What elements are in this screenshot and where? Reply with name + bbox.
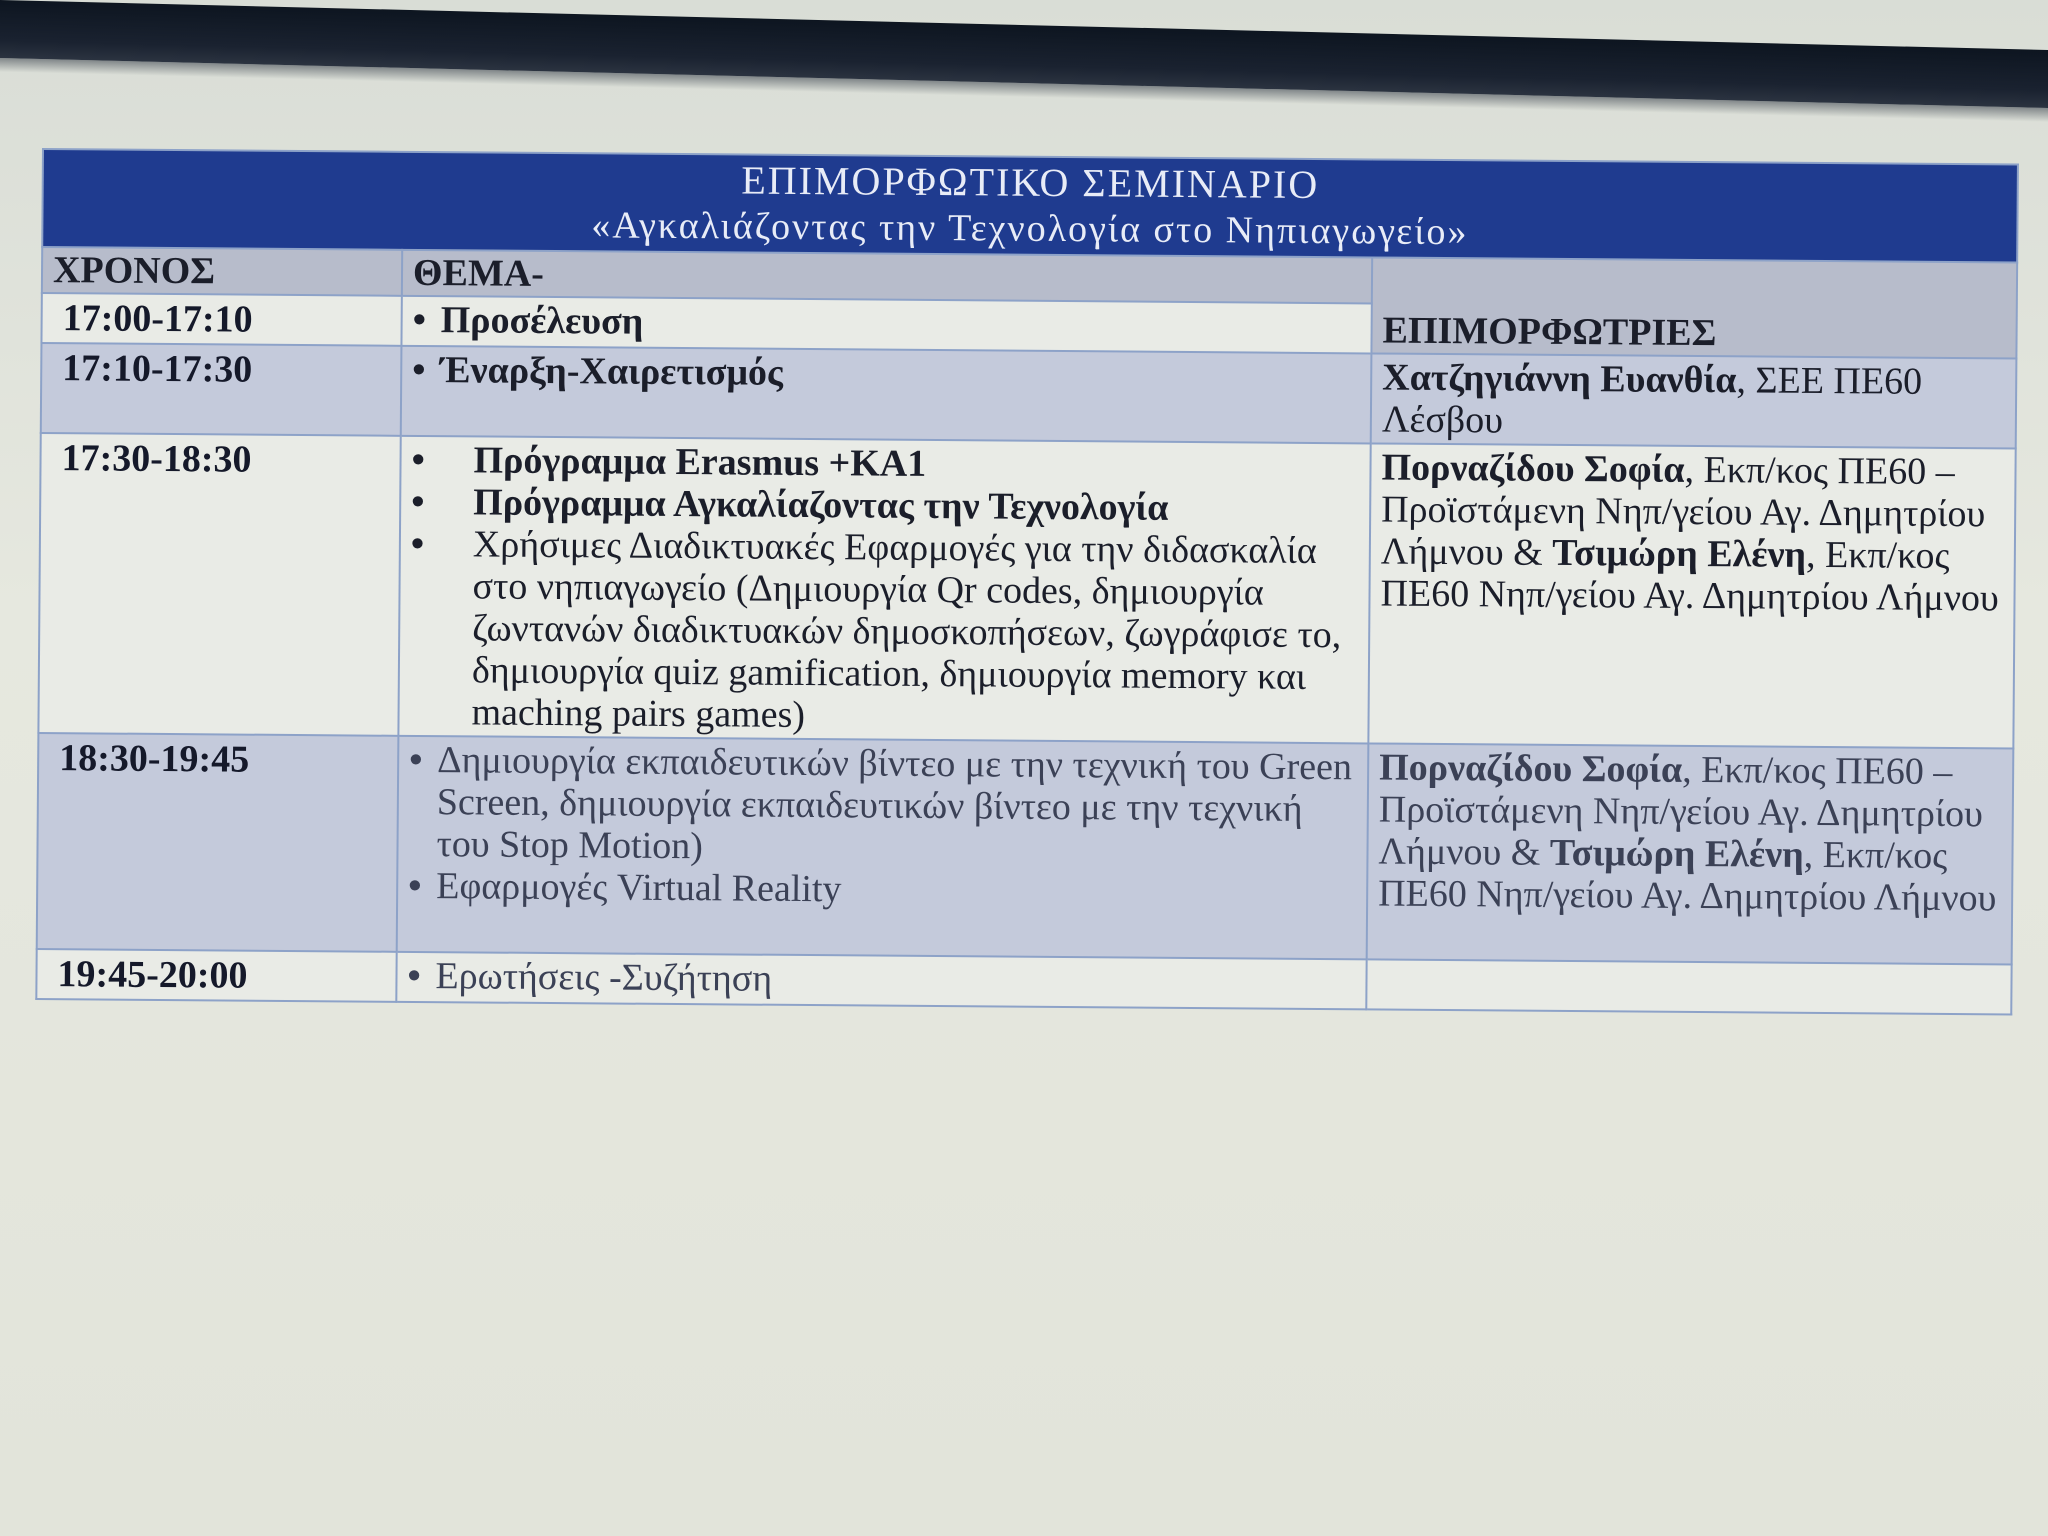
topic-item: • Έναρξη-Χαιρετισμός — [412, 349, 1360, 398]
topic-cell — [401, 296, 1371, 354]
table-row — [41, 343, 2017, 449]
trainer-name: Τσιμώρη Ελένη — [1549, 831, 1804, 876]
trainers-cell — [1367, 743, 2014, 964]
header-time: ΧΡΟΝΟΣ — [42, 247, 402, 296]
seminar-subtitle: «Αγκαλιάζοντας την Τεχνολογία στο Νηπιαγωγείο» — [591, 204, 1469, 254]
title-cell — [42, 149, 2018, 263]
trainer-role: , Εκπ/κος ΠΕ60 Νηπ/γείου Αγ. Δημητρίου Λήμνου — [1378, 833, 1997, 920]
trainer-name: Τσιμώρη Ελένη — [1552, 531, 1807, 576]
empty-cell — [1366, 959, 2011, 1014]
topic-cell — [396, 952, 1366, 1010]
topic-cell — [397, 736, 1369, 960]
trainer-name: Πορναζίδου Σοφία — [1379, 746, 1683, 791]
trainer-name: Χατζηγιάννη Ευανθία — [1382, 356, 1737, 402]
time-cell: 17:10-17:30 — [41, 343, 402, 436]
topic-item: • Εφαρμογές Virtual Reality — [408, 865, 1356, 914]
cell-spacer — [408, 907, 1356, 956]
table-row — [38, 433, 2015, 749]
schedule-table — [35, 148, 2019, 1016]
header-topic: ΘΕΜΑ- — [402, 250, 1372, 304]
topic-item: • Ερωτήσεις -Συζήτηση — [407, 955, 1355, 1004]
trainer-name: Πορναζίδου Σοφία — [1381, 446, 1685, 491]
time-cell: 17:00-17:10 — [41, 293, 401, 346]
monitor-bezel — [0, 0, 2048, 108]
topic-cell — [401, 346, 1372, 444]
topic-item: • Πρόγραμμα Αγκαλίαζοντας την Τεχνολογία — [411, 481, 1359, 530]
trainer-role: , Εκπ/κος ΠΕ60 – Προϊστάμενη Νηπ/γείου Αγ. Δημητρίου Λήμνου & — [1380, 448, 1986, 574]
title-row — [42, 149, 2018, 263]
time-cell: 17:30-18:30 — [38, 433, 400, 736]
trainer-role: , Εκπ/κος ΠΕ60 Νηπ/γείου Αγ. Δημητρίου Λήμνου — [1380, 533, 2000, 620]
time-cell: 18:30-19:45 — [37, 733, 399, 952]
time-cell: 19:45-20:00 — [36, 949, 396, 1002]
seminar-title: ΕΠΙΜΟΡΦΩΤΙΚΟ ΣΕΜΙΝΑΡΙΟ — [741, 157, 1320, 208]
topic-item: • Χρήσιμες Διαδικτυακές Εφαρμογές για την διδασκαλία στο νηπιαγωγείο (Δημιουργία Qr codes, δημιουργία ζωντανών διαδικτυακών δημοσκοπήσεων, ζωγράφισε το, δημιουργία quiz gamification, δημιουργία memory και maching pairs games) — [409, 523, 1359, 740]
seminar-schedule-document — [35, 148, 2017, 1015]
trainer-role: , ΣΕΕ ΠΕ60 Λέσβου — [1381, 359, 1923, 442]
topic-item: • Δημιουργία εκπαιδευτικών βίντεο με την τεχνική του Green Screen, δημιουργία εκπαιδευτικών βίντεο με την τεχνική του Stop Motion) — [408, 739, 1357, 872]
trainers-cell — [1371, 353, 2017, 448]
trainer-role: , Εκπ/κος ΠΕ60 – Προϊστάμενη Νηπ/γείου Αγ. Δημητρίου Λήμνου & — [1378, 748, 1984, 874]
table-row — [37, 733, 2014, 965]
topic-cell — [398, 436, 1370, 744]
trainers-cell — [1368, 443, 2015, 748]
header-trainers: ΕΠΙΜΟΡΦΩΤΡΙΕΣ — [1371, 257, 2017, 358]
topic-item: • Προσέλευση — [412, 299, 1360, 348]
topic-item: • Πρόγραμμα Erasmus +KA1 — [411, 439, 1359, 488]
